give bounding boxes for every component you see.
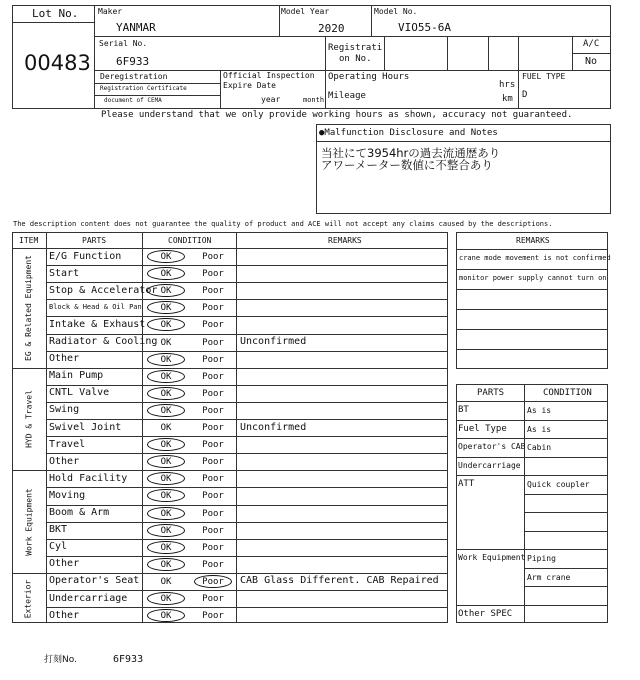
poor-checkbox[interactable]: Poor: [202, 320, 224, 331]
right-parts-header: PARTS: [477, 388, 505, 398]
poor-checkbox[interactable]: Poor: [202, 525, 224, 536]
ac-label: A/C: [583, 39, 600, 49]
poor-checkbox[interactable]: Poor: [202, 440, 224, 451]
group-label: HYD & Travel: [24, 390, 33, 448]
poor-checkbox[interactable]: Poor: [202, 286, 224, 297]
right-part-name: Undercarriage: [458, 460, 521, 470]
ok-checkbox[interactable]: OK: [147, 301, 185, 314]
poor-checkbox[interactable]: Poor: [202, 371, 224, 382]
poor-checkbox[interactable]: Poor: [202, 474, 224, 485]
poor-checkbox[interactable]: Poor: [202, 252, 224, 262]
hours-notice: Please understand that we only provide working hours as shown, accuracy not guaranteed.: [101, 110, 573, 120]
right-part-name: Other SPEC: [458, 608, 513, 619]
header-item: ITEM: [19, 236, 39, 245]
model-year-value: 2020: [318, 22, 345, 35]
part-name: Moving: [49, 489, 86, 501]
part-name: Start: [49, 267, 80, 279]
remark-text: Unconfirmed: [240, 336, 307, 347]
registration-label-2: on No.: [339, 54, 372, 64]
operating-hours-label: Operating Hours: [328, 72, 410, 82]
part-name: Other: [49, 353, 80, 365]
registration-label-1: Registrati: [328, 43, 383, 53]
maker-value: YANMAR: [116, 21, 156, 34]
right-part-name: ATT: [458, 479, 475, 489]
poor-checkbox[interactable]: Poor: [202, 388, 224, 399]
right-part-condition: Arm crane: [527, 572, 571, 582]
model-no-value: VIO55-6A: [398, 21, 451, 34]
description-notice: The description content does not guarantee the quality of product and ACE will not accept any claims caused by the descriptions.: [13, 220, 553, 228]
serial-value: 6F933: [116, 55, 150, 68]
part-name: Main Pump: [49, 370, 104, 382]
ok-checkbox[interactable]: OK: [147, 472, 185, 485]
ok-checkbox[interactable]: OK: [147, 524, 185, 537]
ok-checkbox[interactable]: OK: [147, 318, 185, 331]
ok-checkbox[interactable]: OK: [160, 337, 172, 348]
serial-label: Serial No.: [99, 39, 148, 48]
official-inspection-label-1: Official Inspection: [223, 71, 315, 80]
right-part-condition: Piping: [527, 554, 556, 563]
part-name: Hold Facility: [49, 472, 128, 484]
part-name: CNTL Valve: [49, 387, 110, 399]
model-no-label: Model No.: [374, 7, 418, 16]
fuel-type-value: D: [522, 90, 528, 100]
ok-checkbox[interactable]: OK: [147, 507, 185, 520]
ok-checkbox[interactable]: OK: [147, 404, 185, 417]
right-part-name: Operator's CAB: [458, 442, 526, 451]
header-parts: PARTS: [82, 236, 107, 245]
model-year-label: Model Year: [281, 7, 330, 16]
stamp-label: 打刻No.: [44, 655, 77, 665]
poor-checkbox[interactable]: Poor: [202, 269, 224, 280]
ok-checkbox[interactable]: OK: [147, 370, 185, 383]
part-name: Other: [49, 455, 80, 467]
mileage-label: Mileage: [328, 91, 366, 101]
malfunction-title: ●Malfunction Disclosure and Notes: [319, 128, 498, 138]
malfunction-line-2: アワーメーター数値に不整合あり: [321, 158, 493, 172]
ok-checkbox[interactable]: OK: [147, 267, 185, 280]
ac-value: No: [585, 56, 598, 67]
ok-checkbox[interactable]: OK: [147, 455, 185, 468]
maker-label: Maker: [98, 7, 123, 16]
hrs-label: hrs: [499, 80, 516, 90]
part-name: BKT: [49, 524, 68, 536]
month-label: month: [303, 96, 325, 104]
right-part-name: BT: [458, 405, 469, 415]
poor-checkbox[interactable]: Poor: [194, 575, 232, 588]
ok-checkbox[interactable]: OK: [147, 353, 185, 366]
poor-checkbox[interactable]: Poor: [202, 559, 224, 570]
ok-checkbox[interactable]: OK: [160, 576, 172, 587]
right-part-condition: As is: [527, 406, 552, 415]
part-name: Travel: [49, 438, 86, 450]
header-condition: CONDITION: [168, 236, 212, 245]
part-name: Other: [49, 609, 80, 621]
deregistration-label: Deregistration: [100, 72, 168, 81]
poor-checkbox[interactable]: Poor: [202, 303, 224, 314]
poor-checkbox[interactable]: Poor: [202, 491, 224, 502]
document-of-cema-label: document of CEMA: [104, 97, 162, 104]
lot-label: Lot No.: [32, 7, 79, 20]
registration-certificate-label: Registration Certificate: [100, 85, 187, 92]
part-name: Stop & Accelerator: [49, 284, 158, 296]
part-name: Swivel Joint: [49, 421, 122, 433]
part-name: Other: [49, 558, 80, 570]
poor-checkbox[interactable]: Poor: [202, 405, 224, 416]
poor-checkbox[interactable]: Poor: [202, 337, 224, 348]
right-part-condition: As is: [527, 424, 552, 434]
right-part-condition: Cabin: [527, 443, 552, 452]
part-name: Boom & Arm: [49, 507, 110, 518]
right-part-condition: Quick coupler: [527, 480, 590, 489]
ok-checkbox[interactable]: OK: [147, 592, 185, 605]
ok-checkbox[interactable]: OK: [147, 387, 185, 400]
part-name: Cyl: [49, 541, 68, 553]
stamp-value: 6F933: [113, 654, 144, 665]
ok-checkbox[interactable]: OK: [147, 541, 185, 554]
poor-checkbox[interactable]: Poor: [202, 508, 224, 519]
part-name: Operator's Seat: [49, 575, 140, 587]
right-remark-line: crane mode movement is not confirmed: [459, 254, 611, 262]
poor-checkbox[interactable]: Poor: [202, 423, 224, 433]
year-label: year: [261, 95, 281, 104]
poor-checkbox[interactable]: Poor: [202, 457, 224, 468]
part-name: Block & Head & Oil Pan: [49, 303, 142, 312]
ok-checkbox[interactable]: OK: [147, 250, 185, 263]
remark-text: Unconfirmed: [240, 421, 307, 433]
ok-checkbox[interactable]: OK: [147, 609, 185, 622]
part-name: E/G Function: [49, 250, 122, 262]
right-part-name: Fuel Type: [458, 423, 507, 434]
ok-checkbox[interactable]: OK: [147, 438, 185, 451]
group-label: Work Equipment: [24, 487, 33, 556]
right-remark-line: monitor power supply cannot turn on: [459, 274, 607, 282]
group-label: EG & Related Equipment: [24, 254, 33, 361]
right-condition-header: CONDITION: [543, 388, 592, 398]
part-name: Intake & Exhaust: [49, 318, 146, 330]
poor-checkbox[interactable]: Poor: [202, 354, 224, 365]
part-name: Swing: [49, 404, 80, 416]
km-label: km: [502, 94, 513, 104]
ok-checkbox[interactable]: OK: [160, 423, 172, 433]
ok-checkbox[interactable]: OK: [147, 489, 185, 502]
part-name: Undercarriage: [49, 592, 128, 604]
part-name: Radiator & Cooling: [49, 336, 158, 347]
poor-checkbox[interactable]: Poor: [202, 594, 224, 604]
fuel-type-label: FUEL TYPE: [522, 72, 566, 81]
malfunction-line-1: 当社にて3954hrの過去流通歴あり: [321, 146, 501, 160]
group-label: Exterior: [23, 579, 33, 618]
right-remarks-header: REMARKS: [516, 236, 550, 245]
official-inspection-label-2: Expire Date: [223, 81, 276, 90]
lot-number: 00483: [24, 51, 91, 75]
poor-checkbox[interactable]: Poor: [202, 542, 224, 553]
poor-checkbox[interactable]: Poor: [202, 611, 224, 622]
ok-checkbox[interactable]: OK: [147, 558, 185, 571]
right-part-name: Work Equipment: [458, 553, 526, 562]
remark-text: CAB Glass Different. CAB Repaired: [240, 575, 439, 587]
ok-checkbox[interactable]: OK: [147, 284, 185, 297]
header-remarks: REMARKS: [328, 236, 362, 245]
